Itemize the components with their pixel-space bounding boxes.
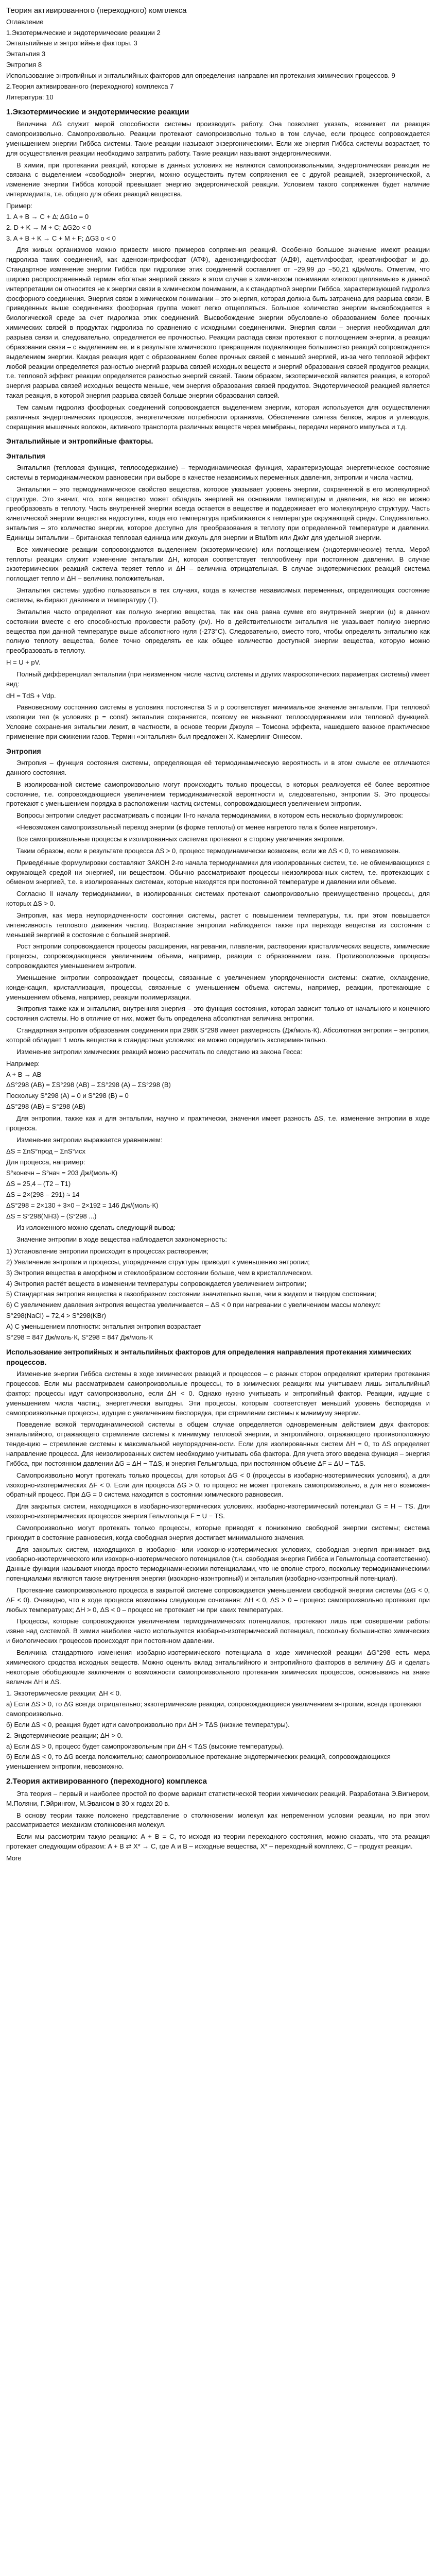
- paragraph: Протекание самопроизвольного процесса в закрытой системе сопровождается уменьшением свободной энергии системы (ΔG < 0, ΔF < 0). Очевидно, что в ходе процесса возможны следующие сочетания: ΔН < 0, ΔS > 0 – процесс самопроизвольно протекает при любых температурах; ΔН > 0, ΔS < 0 – процесс не протекает ни при каких температурах.: [6, 1586, 430, 1614]
- subsection-heading: Энтальпия: [6, 451, 45, 460]
- paragraph: Все самопроизвольные процессы в изолированных системах протекают в сторону увеличения энтропии.: [16, 835, 344, 843]
- paragraph: Согласно II началу термодинамики, в изолированных системах протекают самопроизвольно преимущественно процессы, для которых ΔS > 0.: [6, 890, 430, 908]
- equation: Для процесса, например:: [6, 1158, 85, 1166]
- section-heading: Энтальпийные и энтропийные факторы.: [6, 437, 153, 446]
- paragraph: Рост энтропии сопровождается процессы расширения, нагревания, плавления, растворения кристаллических веществ, химические процессы, сопровождающиеся увеличением объема, например, реакции с образованием газа. Противоположные процессы сопровождаются уменьшением энтропии.: [6, 942, 430, 970]
- list-item: 2) Увеличение энтропии и процессы, упорядочение структуры приводит к уменьшению энтропии;: [6, 1258, 310, 1266]
- paragraph: Энтальпия – это термодинамическое свойство вещества, которое указывает уровень энергии, сохраненной в его молекулярной структуре. Это значит, что, хотя вещество может обладать энергией на основании температуры и давления, не всю ее можно преобразовать в теплоту. Часть внутренней энергии всегда остается в веществе и поддерживает его молекулярную структуру. Часть кинетической энергии вещества недоступна, когда его температура приближается к температуре окружающей среды. Следовательно, энтальпия – это количество энергии, которое доступно для преобразования в теплоту при определенной температуре и давлении. Единицы энтальпии – британская тепловая единица или джоуль для энергии и Btu/lbm или Дж/кг для удельной энергии.: [6, 485, 430, 541]
- paragraph: Стандартная энтропия образования соединения при 298К S°298 имеет размерность (Дж/моль·К). Абсолютная энтропия – энтропия, которой обладает 1 моль вещества в стандартных условиях: ее можно определить экспериментально.: [6, 1026, 430, 1044]
- paragraph: Самопроизвольно могут протекать только процессы, для которых ΔG < 0 (процессы в изобарно-изотермических условиях), а для изохорно-изотермических ΔF < 0. Если для процесса ΔG > 0, то процесс не может протекать самопроизвольно, а для него возможен обратный процесс. При ΔG = 0 система находится в состоянии химического равновесия.: [6, 1471, 430, 1499]
- paragraph: Самопроизвольно могут протекать только процессы, которые приводят к понижению свободной энергии системы; система приходит в состояние равновесия, когда свободная энергия достигает минимального значения.: [6, 1523, 430, 1541]
- list-item: S°298 = 847 Дж/моль·К, S°298 = 847 Дж/моль·К: [6, 1333, 153, 1341]
- paragraph: Для закрытых систем, находящихся в изобарно-изотермических условиях, изобарно-изотермический потенциал G = H − TS. Для изохорно-изотермических процессов энергия Гельмгольца F = U − TS.: [6, 1502, 430, 1520]
- paragraph: Полный дифференциал энтальпии (при неизменном числе частиц системы и других макроскопических параметрах системы) имеет вид:: [6, 670, 430, 688]
- toc-item[interactable]: Энтропия 8: [6, 61, 42, 69]
- equation: ΔS°298 = 2×130 + 3×0 – 2×192 = 146 Дж/(моль·К): [6, 1201, 159, 1209]
- section-heading: Использование энтропийных и энтальпийных факторов для определения направления протекания химических процессов.: [6, 1347, 412, 1366]
- paragraph: Энтальпия системы удобно пользоваться в тех случаях, когда в качестве независимых переменных, определяющих состояние системы, выбирают давление и температуру (Т).: [6, 586, 430, 604]
- paragraph: Равновесному состоянию системы в условиях постоянства S и р соответствует минимальное значение энтальпии. При тепловой изоляции тел (в условиях р = const) энтальпия сохраняется, поэтому ее называют теплосодержанием или тепловой функцией. Условие сохранения энтальпии лежит, в частности, в основе теории Джоуля – Томсона эффекта, нашедшего важное практическое применение при сжижении газов. Термин «энтальпия» был предложен Х. Камерлинг-Оннесом.: [6, 703, 430, 740]
- more-link[interactable]: More: [6, 1854, 22, 1862]
- list-item: а) Если ΔS > 0, то ΔG всегда отрицательно; экзотермические реакции, сопровождающиеся увеличением энтропии, всегда протекают самопроизвольно.: [6, 1700, 422, 1718]
- paragraph: Уменьшение энтропии сопровождает процессы, связанные с увеличением упорядоченности системы: сжатие, охлаждение, конденсация, кристаллизация, процессы, связанные с уменьшением объема системы, например, реакции, протекающие с уменьшением объема, например, реакции полимеризации.: [6, 973, 430, 1001]
- paragraph: Если мы рассмотрим такую реакцию: A + B = C, то исходя из теории переходного состояния, можно сказать, что эта реакция протекает следующим образом: A + B ⇄ X* → C, где А и В – исходные вещества, X* – переходный комплекс, С – продукт реакции.: [6, 1833, 430, 1851]
- paragraph: Приведённые формулировки составляют ЗАКОН 2-го начала термодинамики для изолированных систем, т.е. не обменивающихся с окружающей средой ни энергией, ни веществом. Обычно рассматривают процессы неизолированных систем, т.е. протекающих с обменом энергией, т.е. в изолированных системах, которые находятся при постоянной температуре и давлении или объеме.: [6, 858, 430, 886]
- paragraph: В изолированной системе самопроизвольно могут происходить только процессы, в которых реализуется её более вероятное состояние, т.е. сопровождающиеся увеличением термодинамической вероятности и, следовательно, энтропии S. Это процессы протекают с уменьшением порядка в расположении частиц системы, сопровождающиеся увеличением энтропии.: [6, 780, 430, 808]
- list-item: б) Если ΔS < 0, реакция будет идти самопроизвольно при ΔН > TΔS (низкие температуры).: [6, 1720, 290, 1728]
- equation: ΔS = ΣnS°прод – ΣnS°исх: [6, 1147, 85, 1156]
- list-item: 1. Экзотермические реакции; ΔН < 0.: [6, 1689, 121, 1698]
- list-item: б) Если ΔS < 0, то ΔG всегда положительно; самопроизвольное протекание эндотермических реакций, сопровождающихся уменьшением энтропии, невозможно.: [6, 1753, 391, 1771]
- equation: ΔS = S°298(NH3) – (S°298 ...): [6, 1212, 97, 1220]
- paragraph: Энтропия также как и энтальпия, внутренняя энергия – это функция состояния, которая зависит только от начального и конечного состояния системы. Но в отличие от них, может быть определена абсолютная величина энтропии.: [6, 1005, 430, 1023]
- list-item: 4) Энтропия растёт веществ в изменении температуры сопровождается увеличением энтропии;: [6, 1279, 307, 1287]
- toc-item[interactable]: 1.Экзотермические и эндотермические реакции 2: [6, 28, 161, 37]
- paragraph: Изменение энтропии химических реакций можно рассчитать по следствию из закона Гесса:: [16, 1047, 303, 1056]
- paragraph: Энтальпия часто определяют как полную энергию вещества, так как она равна сумме его внутренней энергии (u) в данном состоянии вместе с его способностью произвести работу (pv). Но в действительности энтальпия не указывает полную энергию вещества при данной температуре выше абсолютного нуля (-273°С). Следовательно, вместо того, чтобы определять энтальпию как полную теплоту вещества, более точно определять ее как общее количество доступной энергии вещества, которую можно преобразовать в теплоту.: [6, 607, 430, 655]
- list-item: 2. Эндотермические реакции; ΔН > 0.: [6, 1731, 123, 1739]
- paragraph: Для энтропии, также как и для энтальпии, научно и практически, значения имеет разность ΔS, т.е. изменение энтропии в ходе процесса.: [6, 1114, 430, 1132]
- paragraph: Вопросы энтропии следует рассматривать с позиции II-го начала термодинамики, в котором есть несколько формулировок:: [16, 811, 403, 820]
- section-heading: Энтропия: [6, 747, 41, 755]
- equation: S°298(NaCl) = 72,4 > S°298(KBr): [6, 1312, 106, 1320]
- equation: Поскольку S°298 (А) = 0 и S°298 (В) = 0: [6, 1092, 129, 1100]
- equation: A + B → AB: [6, 1070, 42, 1078]
- paragraph: Энтальпия (тепловая функция, теплосодержание) – термодинамическая функция, характеризующая энергетическое состояние системы в термодинамическом равновесии при выборе в качестве независимых переменных давления, энтропии и числа частиц.: [6, 464, 430, 481]
- paragraph: Эта теория – первый и наиболее простой по форме вариант статистической теории химических реакций. Разработана Э.Вигнером, М.Поляни, Г.Эйрингом, М.Эвансом в 30-х годах 20 в.: [6, 1789, 430, 1807]
- section-heading: 1.Экзотермические и эндотермические реакции: [6, 107, 189, 116]
- list-item: 5) Стандартная энтропия вещества в газообразном состоянии значительно выше, чем в жидком и твердом состоянии;: [6, 1290, 376, 1298]
- toc-item[interactable]: Энтальпия 3: [6, 50, 46, 58]
- list-item: 6) С увеличением давления энтропия вещества увеличивается – ΔS < 0 при нагревании с увеличением массы молекул:: [6, 1301, 381, 1309]
- equation: 3. A + B + K → C + M + F; ΔG3 o < 0: [6, 234, 116, 242]
- paragraph: Величина стандартного изменения изобарно-изотермического потенциала в ходе химической реакции ΔG°298 есть мера химического сродства исходных веществ. Можно оценить вклад энтальпийного и энтропийного факторов в величину ΔG и сделать некоторые обобщающие заключения о возможности самопроизвольного протекания химических процессов, основываясь на знаке величин ΔН и ΔS.: [6, 1649, 430, 1686]
- equation: dH = TdS + Vdp.: [6, 691, 56, 700]
- toc-item[interactable]: Использование энтропийных и энтальпийных факторов для определения направления протекания химических процессов. 9: [6, 71, 395, 79]
- equation: 2. D + K → M + C; ΔG2o < 0: [6, 223, 92, 231]
- list-item: 3) Энтропия вещества в аморфном и стеклообразном состоянии больше, чем в кристаллическом.: [6, 1268, 313, 1277]
- section-heading: 2.Теория активированного (переходного) комплекса: [6, 1777, 207, 1786]
- equation: S°конечн – S°нач = 203 Дж/(моль·К): [6, 1169, 118, 1177]
- paragraph: Значение энтропии в ходе вещества наблюдается закономерность:: [16, 1235, 227, 1244]
- list-item: А) С уменьшением плотности: энтальпия энтропия возрастает: [6, 1322, 201, 1330]
- equation: ΔS°298 (AB) = ΣS°298 (AB) – ΣS°298 (A) – ΣS°298 (B): [6, 1081, 171, 1089]
- paragraph: «Невозможен самопроизвольный переход энергии (в форме теплоты) от менее нагретого тела к более нагретому».: [16, 823, 377, 832]
- equation: ΔS°298 (AB) = S°298 (AB): [6, 1103, 85, 1111]
- equation: 1. A + B → C + Δ; ΔG1o = 0: [6, 212, 89, 221]
- paragraph: Величина ΔG служит мерой способности системы производить работу. Она позволяет указать, возникает ли реакция самопроизвольно. Самопроизвольно. Реакции протекают самопроизвольно только в том случае, если процесс сопровождается уменьшением энергии Гиббса системы. Такие реакции называют экзергоническими. Если же энергия Гиббса системы возрастает, то для осуществления реакции необходимо затратить работу. Такие реакции называют эндергоническими.: [6, 120, 430, 157]
- paragraph: Изменение энергии Гиббса системы в ходе химических реакций и процессов – с разных сторон определяют критерии протекания процессов. Если мы рассматриваем самопроизвольные процессы, то в химических реакциях мы учитываем лишь энтальпийный фактор: процессы идут самопроизвольно, если ΔН < 0. Однако нужно учитывать и энтропийный фактор. Реакции, идущие с уменьшением числа частиц, энергетически выгодны. Эти процессы, которым соответствует меньший уровень беспорядка и самопроизвольные процессы, идущие с увеличением беспорядка, при стремлении системы к минимуму энергии.: [6, 1370, 430, 1417]
- paragraph: Для закрытых систем, находящихся в изобарно- или изохорно-изотермических условиях, свободная энергия принимает вид изобарно-изотермического или изохорно-изотермического потенциалов (т.н. свободная энергия Гиббса и Гельмгольца соответственно). Данные функции называют иногда просто термодинамическими потенциалами, что не вполне строго, поскольку термодинамическими потенциалами являются также внутренняя энергия (изохорно-изэнтропный) и энтальпия (изобарно-изэнтропный потенциал).: [6, 1545, 430, 1583]
- paragraph: В химии, при протекании реакций, которые в данных условиях не являются самопроизвольными, эндергоническая реакция не связана с выделением «свободной» энергии, можно осуществить путем сопряжения ее с другой реакцией, экзергонической, а изменение энергии Гиббса которой превышает энергию эндергонической реакции. Условием такого сопряжения будет наличие интермедиата, т.е. общего для обеих реакций вещества.: [6, 161, 430, 198]
- equation: ΔS = 25,4 – (T2 – T1): [6, 1179, 71, 1188]
- paragraph: В основу теории также положено представление о столкновении молекул как непременном условии реакции, но при этом рассматривается механизм столкновения молекул.: [6, 1811, 430, 1829]
- list-item: а) Если ΔS > 0, процесс будет самопроизвольным при ΔН < TΔS (высокие температуры).: [6, 1742, 284, 1750]
- paragraph: Процессы, которые сопровождаются увеличением термодинамических потенциалов, протекают лишь при совершении работы извне над системой. В химии наиболее часто используется изобарно-изотермический потенциал, поскольку большинство химических и биологических процессов происходят при постоянном давлении.: [6, 1617, 430, 1645]
- paragraph: Энтропия – функция состояния системы, определяющая её термодинамическую вероятность и в этом смысле ее отличаются данного состояния.: [6, 759, 430, 776]
- paragraph: Таким образом, если в результате процесса ΔS > 0, процесс термодинамически возможен, если же ΔS < 0, то невозможен.: [16, 846, 400, 855]
- paragraph: Поведение всякой термодинамической системы в общем случае определяется одновременным действием двух факторов: энтальпийного, отражающего стремление системы к минимуму тепловой энергии, и энтропийного, отражающего противоположную тенденцию – стремление системы к максимальной неупорядоченности. Если для изолированных систем ΔН = 0, то ΔS определяет направление процесса. Для неизолированных систем необходимо учитывать оба фактора. Для учета этого введена функция – энергия Гиббса, при постоянном давлении ΔG = ΔН − TΔS, и энергия Гельмгольца, при постоянном объеме ΔF = ΔU − TΔS.: [6, 1420, 430, 1467]
- toc-item[interactable]: 2.Теория активированного (переходного) комплекса 7: [6, 82, 174, 90]
- toc-item[interactable]: Энтальпийные и энтропийные факторы. 3: [6, 39, 137, 47]
- paragraph: Энтропия, как мера неупорядоченности состояния системы, растет с повышением температуры, т.к. при этом повышается интенсивность теплового движения частиц. Возрастание энтропии наблюдается также при переходе вещества из состояния с меньшей энергией в состояние с большей энергией.: [6, 911, 430, 939]
- document-title: Теория активированного (переходного) комплекса: [6, 6, 187, 15]
- paragraph: Все химические реакции сопровождаются выделением (экзотермические) или поглощением (эндотермические) тепла. Мерой теплоты реакции служит изменение энтальпии ΔН, которая соответствует теплообмену при постоянном давлении. В случае экзотермических реакций система теряет тепло и ΔН – величина отрицательная. В случае эндотермических реакций система поглощает тепло и ΔН – величина положительная.: [6, 545, 430, 583]
- example-label: Например:: [6, 1059, 40, 1067]
- paragraph: Изменение энтропии выражается уравнением:: [16, 1136, 163, 1144]
- paragraph: Тем самым гидролиз фосфорных соединений сопровождается выделением энергии, которая используется для осуществления различных эндергонических процессов, энергетические потребности организма. Обеспечение синтеза белков, жиров и углеводов, сокращения мышечных волокон, активного транспорта различных веществ через мембраны, передачи нервного импульса и т.д.: [6, 403, 430, 431]
- paragraph: Для живых организмов можно привести много примеров сопряжения реакций. Особенно большое значение имеют реакции гидролиза таких соединений, как аденозинтрифосфат (АТФ), аденозиндифосфат (АДФ), ацетилфосфат, креатинфосфат и др. Стандартное изменение энергии Гиббса при гидролизе этих соединений составляет от −29,99 до −50,21 кДж/моль. Отметим, что широко распространенный термин «богатые энергией связи» в этом случае в химическом понимании «легкоотщепляемые» в данной интерпретации он относится не к энергии связи в химическом понимании, а к стандартной энергии Гиббса, характеризующей гидролиз фосфорного соединения. Энергия связи в химическом понимании – это энергия, которая должна быть затрачена для разрыва связи. В приведенных выше соединениях фосфорная группа может легко отщепляться. Большое количество энергии высвобождается в биологической среде за счет гидролиза этих соединений. Высвобождение энергии обусловлено образованием более прочных химических связей в продуктах гидролиза по сравнению с исходными соединениями. Энергия связи – энергия необходимая для разрыва связи и, следовательно, определяется ее прочностью. Реакции распада связи протекают с поглощением энергии, а реакции образования связи – с выделением ее, и в результате химического превращения подавляющее большинство реакций сопровождается выделением энергии. Каждая реакция идет с образованием более прочных связей с меньшей энергией, из-за чего тепловой эффект любой реакции определяется разностью энергий разрыва связей исходных веществ и энергий образования связей продуктов реакции, т.е. тепловой эффект реакции определяется разностью энергий связей. Таким образом, экзотермической является реакция, в которой энергия разрыва связей исходных веществ меньше, чем энергия образования связей продуктов. Эндотермической реакцией является такая реакция, в которой энергия разрыва связей больше энергии образования связей.: [6, 246, 430, 400]
- paragraph: Из изложенного можно сделать следующий вывод:: [16, 1224, 176, 1232]
- toc-heading: Оглавление: [6, 18, 44, 26]
- list-item: 1) Установление энтропии происходит в процессах растворения;: [6, 1247, 208, 1256]
- toc: [6, 28, 430, 103]
- example-label: Пример:: [6, 202, 32, 210]
- toc-item[interactable]: Литература: 10: [6, 93, 54, 101]
- equation: H = U + pV.: [6, 658, 41, 667]
- equation: ΔS = 2×(298 – 291) ≈ 14: [6, 1190, 80, 1198]
